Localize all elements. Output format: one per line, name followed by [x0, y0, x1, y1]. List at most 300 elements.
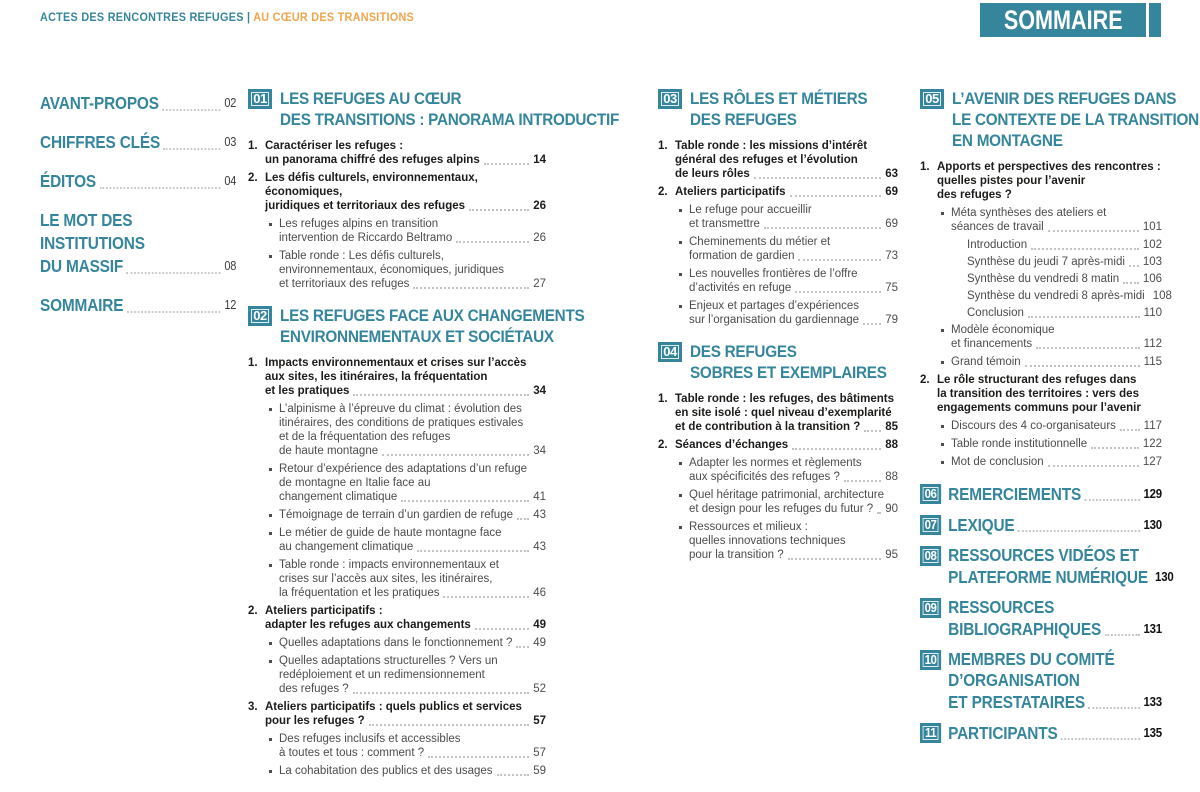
toc-item-numbered — [658, 392, 898, 434]
entry-text: environnementaux, économiques, juridiques — [279, 264, 505, 276]
section-title — [690, 341, 887, 383]
toc-line — [967, 255, 1162, 269]
toc-item-numbered — [658, 185, 898, 199]
section-title — [690, 88, 867, 130]
toc-item-bullet — [658, 203, 898, 231]
page-number: 102 — [1142, 239, 1162, 251]
entry-text: REMERCIEMENTS — [948, 484, 1082, 504]
toc-item-bullet — [658, 235, 898, 263]
page-number: 135 — [1143, 725, 1162, 740]
toc-line — [948, 483, 1162, 505]
toc-line — [951, 337, 1162, 351]
section-title-line: DES TRANSITIONS : PANORAMA INTRODUCTIF — [280, 110, 620, 129]
toc-line — [279, 277, 546, 291]
entry-text: ÉDITOS — [40, 171, 97, 191]
page-title-accent-bar — [1149, 3, 1161, 37]
bullet-icon — [941, 329, 944, 332]
entry-text: intervention de Riccardo Beltramo — [279, 232, 453, 244]
entry-text: de leurs rôles — [675, 168, 750, 180]
entry-text: Les défis culturels, environnementaux, économiques, — [265, 172, 478, 198]
toc-item-numbered — [658, 139, 898, 181]
dot-leader — [844, 480, 881, 482]
page-number: 130 — [1143, 517, 1162, 532]
toc-item-sub — [920, 272, 1162, 286]
page-number: 12 — [224, 298, 237, 312]
bullet-icon — [679, 209, 682, 212]
bullet-icon — [679, 305, 682, 308]
toc-entry-title — [948, 597, 1162, 640]
bullet-icon — [679, 526, 682, 529]
page-number: 110 — [1143, 307, 1162, 319]
entry-text: Les refuges alpins en transition — [279, 218, 439, 230]
section-title — [280, 305, 584, 347]
section-number-badge: 05 — [920, 89, 944, 109]
toc-entry-title — [948, 649, 1162, 713]
entry-text: RESSOURCES — [948, 597, 1055, 617]
section-title-line: EN MONTAGNE — [952, 131, 1063, 150]
entry-text: des refuges ? — [279, 683, 349, 695]
entry-text: PLATEFORME NUMÉRIQUE — [948, 567, 1148, 587]
entry-text: et transmettre — [689, 218, 760, 230]
entry-text: Des refuges inclusifs et accessibles — [279, 733, 461, 745]
page-number: 57 — [533, 747, 546, 759]
page-number: 130 — [1155, 569, 1174, 584]
toc-item-sub — [920, 289, 1172, 303]
dot-leader — [497, 774, 530, 776]
page-number: 101 — [1142, 221, 1162, 233]
toc-item-bullet — [248, 462, 546, 504]
toc-section — [658, 88, 898, 327]
entry-text: d’activités en refuge — [689, 282, 792, 294]
entry-text: changement climatique — [279, 491, 398, 503]
entry-text: Quel héritage patrimonial, architecture — [689, 489, 884, 501]
toc-item-bullet — [920, 355, 1162, 369]
bullet-icon — [269, 223, 272, 226]
entry-text: sur l’organisation du gardiennage — [689, 314, 860, 326]
toc-entry-title — [948, 483, 1162, 505]
dot-leader — [443, 596, 529, 598]
section-number-badge: 09 — [920, 598, 941, 618]
entry-text: juridiques et territoriaux des refuges — [265, 200, 466, 212]
toc-line — [951, 220, 1162, 234]
toc-line — [265, 618, 546, 632]
toc-entry — [920, 545, 1174, 588]
dot-leader — [1048, 465, 1139, 467]
entry-text: Le rôle structurant des refuges dans — [937, 374, 1137, 386]
entry-text: L’alpinisme à l’épreuve du climat : évolution des — [279, 403, 522, 415]
toc-item-bullet — [248, 526, 546, 554]
page-number: 02 — [224, 96, 237, 110]
item-number: 1. — [658, 393, 668, 405]
bullet-icon — [269, 738, 272, 741]
front-matter-nav — [40, 92, 236, 333]
page-number: 41 — [533, 491, 546, 503]
toc-line — [279, 444, 546, 458]
page-number: 103 — [1142, 256, 1162, 268]
page-number: 57 — [533, 715, 546, 727]
dot-leader — [1105, 634, 1140, 636]
entry-text: crises sur l’accès aux sites, les itinéraires, — [279, 573, 493, 585]
entry-text: Table ronde : impacts environnementaux et — [279, 559, 499, 571]
breadcrumb-subtitle: AU CŒUR DES TRANSITIONS — [253, 12, 415, 24]
entry-text: Adapter les normes et règlements — [689, 457, 862, 469]
toc-item-bullet — [248, 636, 546, 650]
toc-column-1 — [248, 88, 620, 792]
item-number: 1. — [248, 357, 258, 369]
entry-text: redéploiement et un redimensionnement — [279, 669, 485, 681]
dot-leader — [1048, 230, 1139, 232]
toc-line — [40, 131, 236, 154]
toc-item-bullet — [248, 249, 546, 291]
dot-leader — [401, 500, 529, 502]
section-title-line: LES RÔLES ET MÉTIERS — [690, 89, 868, 108]
toc-section — [658, 341, 898, 562]
section-title — [280, 88, 619, 130]
toc-item-bullet — [658, 488, 898, 516]
nav-item — [40, 209, 236, 278]
page-number: 34 — [533, 445, 546, 457]
page-number: 43 — [533, 541, 546, 553]
dot-leader — [516, 646, 529, 648]
toc-item-bullet — [920, 323, 1162, 351]
entry-text: Introduction — [967, 239, 1028, 251]
bullet-icon — [941, 443, 944, 446]
toc-line — [265, 714, 546, 728]
page-number: 112 — [1143, 338, 1162, 350]
dot-leader — [790, 195, 882, 197]
entry-text: quelles innovations techniques — [689, 535, 846, 547]
entry-text: ET PRESTATAIRES — [948, 692, 1085, 712]
entry-text: Synthèse du vendredi 8 après-midi — [967, 290, 1145, 302]
entry-text: séances de travail — [951, 221, 1044, 233]
page-number: 04 — [224, 174, 237, 188]
entry-text: aux sites, les itinéraires, la fréquentation — [265, 371, 488, 383]
dot-leader — [798, 259, 881, 261]
page-number: 27 — [533, 278, 546, 290]
section-header — [658, 341, 898, 383]
entry-text: Synthèse du vendredi 8 matin — [967, 273, 1120, 285]
item-number: 3. — [248, 701, 258, 713]
dot-leader — [164, 148, 221, 150]
dot-leader — [1028, 316, 1140, 318]
toc-line — [948, 618, 1162, 640]
toc-line — [937, 188, 1162, 202]
breadcrumb — [40, 12, 414, 24]
page-number: 34 — [533, 385, 546, 397]
entry-text: Mot de conclusion — [951, 456, 1044, 468]
toc-column-2 — [658, 88, 898, 576]
toc-item-sub — [920, 238, 1162, 252]
section-header — [920, 88, 1199, 151]
page-number: 69 — [885, 186, 898, 198]
toc-item-sub — [920, 255, 1162, 269]
entry-text: Caractériser les refuges : — [265, 140, 404, 152]
entry-text: LEXIQUE — [948, 515, 1015, 535]
entry-text: SOMMAIRE — [40, 295, 124, 315]
toc-item-bullet — [248, 654, 546, 696]
dot-leader — [764, 227, 881, 229]
section-number-badge: 02 — [248, 306, 272, 326]
entry-text: Ateliers participatifs : quels publics et services — [265, 701, 522, 713]
dot-leader — [1120, 429, 1140, 431]
page-number: 03 — [224, 135, 237, 149]
entry-text: Table ronde institutionnelle — [951, 438, 1088, 450]
page-number: 26 — [533, 232, 546, 244]
toc-item-bullet — [920, 419, 1162, 433]
dot-leader — [1089, 707, 1140, 709]
dot-leader — [382, 454, 529, 456]
entry-text: en site isolé : quel niveau d’exemplarité — [675, 407, 892, 419]
dot-leader — [1129, 265, 1139, 267]
toc-entry — [920, 483, 1162, 505]
toc-line — [279, 490, 546, 504]
toc-line — [265, 199, 546, 213]
toc-line — [937, 401, 1162, 415]
page-number: 131 — [1143, 621, 1162, 636]
entry-text: LE MOT DES INSTITUTIONS — [40, 210, 145, 253]
entry-text: Discours des 4 co-organisateurs — [951, 420, 1116, 432]
section-header — [658, 88, 898, 130]
entry-text: et les pratiques — [265, 385, 350, 397]
toc-line — [951, 437, 1162, 451]
entry-text: la transition des territoires : vers des — [937, 388, 1139, 400]
toc-line — [689, 470, 898, 484]
toc-line — [279, 508, 546, 522]
entry-text: Ateliers participatifs : — [265, 605, 383, 617]
entry-text: La cohabitation des publics et des usages — [279, 765, 493, 777]
dot-leader — [1091, 447, 1139, 449]
bullet-icon — [679, 494, 682, 497]
page-number: 14 — [533, 154, 546, 166]
item-number: 1. — [248, 140, 258, 152]
section-title-line: ENVIRONNEMENTAUX ET SOCIÉTAUX — [280, 327, 554, 346]
section-number-badge: 08 — [920, 546, 941, 566]
toc-item-bullet — [248, 558, 546, 600]
page-number: 129 — [1143, 486, 1162, 501]
page-number: 69 — [885, 218, 898, 230]
page-number: 90 — [885, 503, 898, 515]
entry-text: général des refuges et l’évolution — [675, 154, 858, 166]
entry-text: et financements — [951, 338, 1033, 350]
section-number-badge: 11 — [920, 723, 941, 743]
section-title-line: SOBRES ET EXEMPLAIRES — [690, 363, 887, 382]
item-number: 1. — [658, 140, 668, 152]
bullet-icon — [269, 564, 272, 567]
bullet-icon — [679, 462, 682, 465]
section-title-line: L’AVENIR DES REFUGES DANS — [952, 89, 1177, 108]
dot-leader — [127, 311, 221, 313]
dot-leader — [788, 558, 882, 560]
dot-leader — [456, 241, 529, 243]
entry-text: Impacts environnementaux et crises sur l’accès — [265, 357, 527, 369]
toc-item-bullet — [658, 456, 898, 484]
toc-entry-title — [948, 722, 1162, 744]
page-number: 106 — [1142, 273, 1162, 285]
toc-line — [967, 238, 1162, 252]
page-number: 127 — [1142, 456, 1162, 468]
toc-line — [948, 566, 1173, 588]
toc-line — [951, 419, 1162, 433]
entry-text: la fréquentation et les pratiques — [279, 587, 440, 599]
section-number-badge: 04 — [658, 342, 682, 362]
entry-text: Synthèse du jeudi 7 après-midi — [967, 256, 1125, 268]
section-number-badge: 10 — [920, 650, 941, 670]
entry-text: Table ronde : les missions d’intérêt — [675, 140, 868, 152]
toc-line — [951, 455, 1162, 469]
toc-section — [248, 88, 620, 291]
toc-entry — [920, 514, 1162, 536]
dot-leader — [417, 550, 529, 552]
toc-item-numbered — [248, 700, 546, 728]
page-number: 95 — [885, 549, 898, 561]
entry-text: Quelles adaptations structurelles ? Vers un — [279, 655, 498, 667]
dot-leader — [792, 448, 881, 450]
dot-leader — [1123, 282, 1139, 284]
toc-item-bullet — [658, 267, 898, 295]
toc-item-numbered — [920, 160, 1162, 202]
toc-entry — [920, 722, 1162, 744]
entry-text: à toutes et tous : comment ? — [279, 747, 425, 759]
toc-line — [279, 636, 546, 650]
dot-leader — [877, 512, 881, 514]
page-number: 85 — [885, 421, 898, 433]
toc-line — [967, 272, 1162, 286]
toc-entry — [920, 649, 1162, 713]
page-number: 73 — [885, 250, 898, 262]
section-title-line: DES REFUGES — [690, 110, 797, 129]
page-number: 117 — [1143, 420, 1162, 432]
toc-line — [279, 231, 546, 245]
nav-item — [40, 170, 236, 193]
page-title: SOMMAIRE — [1003, 4, 1123, 35]
toc-line — [265, 153, 546, 167]
section-title-line: LES REFUGES FACE AUX CHANGEMENTS — [280, 306, 585, 325]
page-number: 43 — [533, 509, 546, 521]
entry-text: Le refuge pour accueillir — [689, 204, 812, 216]
entry-text: adapter les refuges aux changements — [265, 619, 471, 631]
dot-leader — [127, 272, 221, 274]
dot-leader — [469, 209, 529, 211]
toc-entry-title — [948, 545, 1173, 588]
toc-line — [967, 289, 1172, 303]
entry-text: et territoriaux des refuges — [279, 278, 410, 290]
page-number: 79 — [885, 314, 898, 326]
toc-line — [279, 682, 546, 696]
toc-line — [689, 313, 898, 327]
item-number: 2. — [248, 605, 258, 617]
bullet-icon — [269, 660, 272, 663]
entry-text: quelles pistes pour l’avenir — [937, 175, 1086, 187]
page-title-box — [980, 3, 1147, 37]
item-number: 1. — [920, 161, 930, 173]
toc-line — [689, 548, 898, 562]
section-number-badge: 01 — [248, 89, 272, 109]
toc-line — [951, 355, 1162, 369]
entry-text: et de contribution à la transition ? — [675, 421, 861, 433]
toc-line — [948, 722, 1162, 744]
toc-line — [279, 586, 546, 600]
toc-item-bullet — [658, 299, 898, 327]
toc-item-bullet — [248, 508, 546, 522]
section-header — [248, 88, 620, 130]
toc-line — [279, 746, 546, 760]
dot-leader — [1031, 248, 1139, 250]
dot-leader — [863, 323, 881, 325]
page-number: 26 — [533, 200, 546, 212]
entry-text: RESSOURCES VIDÉOS ET — [948, 545, 1139, 565]
dot-leader — [1036, 347, 1139, 349]
toc-line — [675, 185, 898, 199]
page-number: 49 — [533, 637, 546, 649]
page-number: 88 — [885, 471, 898, 483]
entry-text: Ateliers participatifs — [675, 186, 786, 198]
dot-leader — [795, 291, 881, 293]
toc-item-bullet — [248, 732, 546, 760]
toc-item-bullet — [920, 455, 1162, 469]
toc-item-numbered — [248, 604, 546, 632]
entry-text: de haute montagne — [279, 445, 379, 457]
toc-line — [40, 294, 236, 317]
toc-line — [675, 167, 898, 181]
entry-text: Les nouvelles frontières de l’offre — [689, 268, 858, 280]
toc-line — [675, 438, 898, 452]
entry-text: PARTICIPANTS — [948, 723, 1058, 743]
dot-leader — [100, 187, 221, 189]
toc-entry — [920, 597, 1162, 640]
toc-section — [920, 88, 1199, 469]
page-number: 49 — [533, 619, 546, 631]
toc-line — [967, 306, 1162, 320]
entry-text: un panorama chiffré des refuges alpins — [265, 154, 480, 166]
entry-text: Témoignage de terrain d’un gardien de refuge — [279, 509, 513, 521]
entry-text: Modèle économique — [951, 324, 1055, 336]
bullet-icon — [269, 468, 272, 471]
toc-line — [279, 764, 546, 778]
bullet-icon — [941, 461, 944, 464]
entry-text: formation de gardien — [689, 250, 795, 262]
toc-line — [40, 170, 236, 193]
entry-text: MEMBRES DU COMITÉ — [948, 649, 1115, 669]
dot-leader — [353, 394, 529, 396]
entry-text: pour la transition ? — [689, 549, 784, 561]
entry-text: Conclusion — [967, 307, 1024, 319]
toc-line — [689, 502, 898, 516]
bullet-icon — [941, 361, 944, 364]
entry-text: Quelles adaptations dans le fonctionnement ? — [279, 637, 513, 649]
toc-entry-title — [948, 514, 1162, 536]
toc-item-bullet — [658, 520, 898, 562]
entry-text: Table ronde : Les défis culturels, — [279, 250, 444, 262]
toc-line — [675, 420, 898, 434]
section-number-badge: 07 — [920, 515, 941, 535]
page-number: 115 — [1143, 356, 1162, 368]
page-number: 108 — [1152, 290, 1172, 302]
bullet-icon — [269, 642, 272, 645]
bullet-icon — [941, 212, 944, 215]
toc-line — [40, 92, 236, 115]
entry-text: engagements communs pour l’avenir — [937, 402, 1141, 414]
item-number: 2. — [658, 439, 668, 451]
entry-text: Table ronde : les refuges, des bâtiments — [675, 393, 894, 405]
toc-section — [248, 305, 585, 778]
item-number: 2. — [658, 186, 668, 198]
toc-item-sub — [920, 306, 1162, 320]
dot-leader — [162, 109, 220, 111]
toc-line — [279, 540, 546, 554]
entry-text: D’ORGANISATION — [948, 670, 1080, 690]
entry-text: Enjeux et partages d’expériences — [689, 300, 860, 312]
dot-leader — [369, 724, 530, 726]
